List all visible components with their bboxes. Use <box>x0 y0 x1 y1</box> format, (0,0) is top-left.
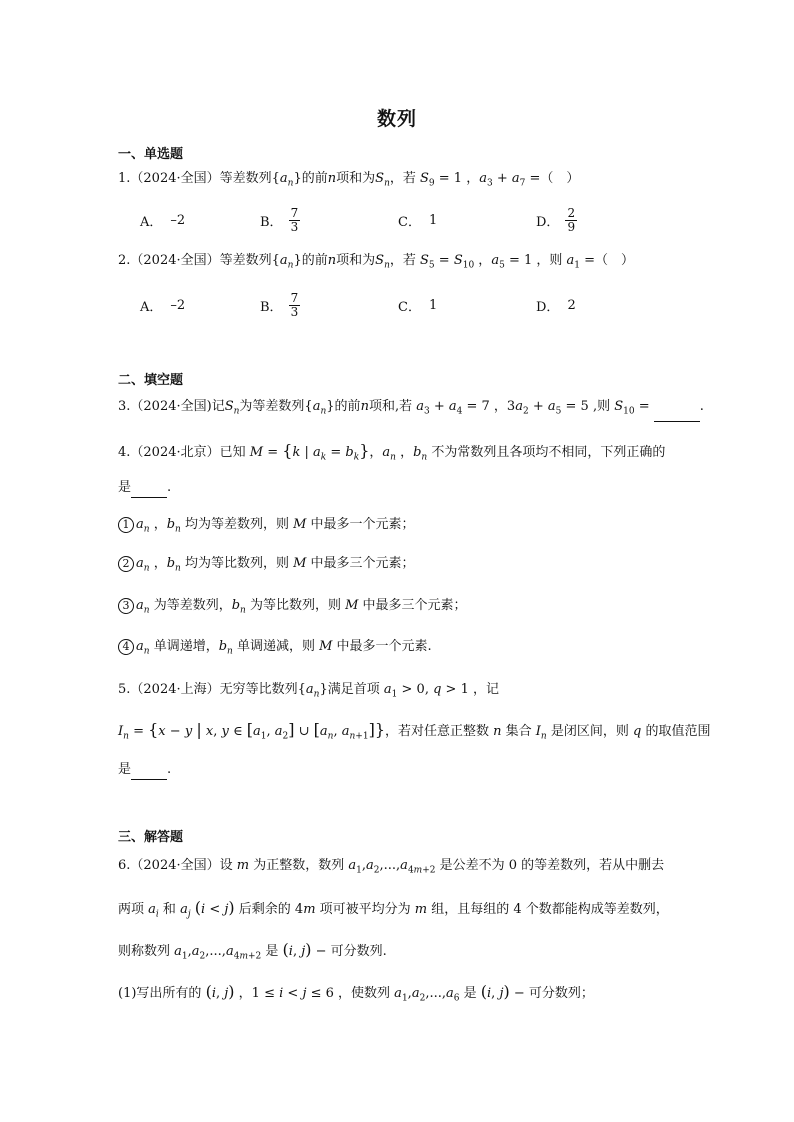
question-5-prefix: 5.（2024·上海）无穷等比数列 <box>118 682 298 697</box>
choice-d[interactable]: D． $\frac{2}{9}$ <box>536 205 576 234</box>
question-6-line-2: 两项 $a_i$ 和 $a_j$ (i < j) 后剩余的 4m 项可被平均分为 m 组，且每组的 4 个数都能构成等差数列， <box>118 898 669 920</box>
question-1: 1.（2024·全国）等差数列$\{a_n\}$的前n项和为$S_n$，若 $S_9 = 1$ ，$a_3 + a_7$ =（ ） <box>118 171 580 189</box>
question-3: 3.（2024·全国)记$S_n$为等差数列$\{a_n\}$的前n项和,若 $a_3 + a_4 = 7$ ，$3a_2 + a_5 = 5$ ,则 $S_{10}$ = . <box>118 397 704 422</box>
answer-blank[interactable] <box>654 407 700 422</box>
document-title: 数列 <box>376 108 417 130</box>
question-2: 2.（2024·全国）等差数列$\{a_n\}$的前n项和为$S_n$，若 $S_5 = S_{10}$ ，$a_5 = 1$ ，则 $a_1$ =（ ） <box>118 253 635 271</box>
question-4-option-3: 3 $a_n$ 为等差数列，$b_n$ 为等比数列，则 M 中最多三个元素； <box>118 596 467 621</box>
circled-number-4: 4 <box>118 639 134 655</box>
question-4-line-2: 是 . <box>118 478 171 498</box>
question-4: 4.（2024·北京）已知 M = {k | $a_k = b_k$}，$a_n$ ，$b_n$ 不为常数列且各项均不相同，下列正确的 <box>118 441 666 463</box>
question-1-choices <box>140 205 700 235</box>
circled-number-1: 1 <box>118 517 134 533</box>
circled-number-2: 2 <box>118 556 134 572</box>
choice-a[interactable]: A． –2 <box>140 212 186 230</box>
question-2-choices <box>140 290 700 320</box>
choice-c[interactable]: C． 1 <box>398 212 438 230</box>
question-6: 6.（2024·全国）设 m 为正整数，数列 $a_1,a_2,...,a_{4m+2}$ 是公差不为 0 的等差数列，若从中删去 <box>118 858 665 876</box>
choice-a[interactable]: A． –2 <box>140 297 186 315</box>
choice-d[interactable]: D． 2 <box>536 297 576 315</box>
choice-c[interactable]: C． 1 <box>398 297 438 315</box>
answer-blank[interactable] <box>131 765 167 780</box>
question-1-prefix: 1.（2024·全国）等差数列 <box>118 171 272 186</box>
question-6-part-1: (1)写出所有的 (i, j) ，1 ≤ i < j ≤ 6 ，使数列 $a_1,a_2,...,a_6$ 是 (i, j) − 可分数列； <box>118 982 594 1004</box>
section-answer: 三、解答题 <box>118 830 184 845</box>
circled-number-3: 3 <box>118 598 134 614</box>
question-2-prefix: 2.（2024·全国）等差数列 <box>118 253 272 268</box>
choice-b[interactable]: B． $\frac{7}{3}$ <box>260 290 299 319</box>
answer-blank[interactable] <box>131 483 167 498</box>
question-6-line-3: 则称数列 $a_1,a_2,...,a_{4m+2}$ 是 (i, j) − 可分数列. <box>118 940 387 962</box>
choice-b[interactable]: B． $\frac{7}{3}$ <box>260 205 299 234</box>
fraction: $\frac{2}{9}$ <box>567 205 576 234</box>
question-5: 5.（2024·上海）无穷等比数列$\{a_n\}$满足首项 $a_1 > 0$, q > 1 ，记 <box>118 682 499 700</box>
section-single-choice: 一、单选题 <box>118 147 184 162</box>
question-4-option-1: 1 $a_n$ ，$b_n$ 均为等差数列，则 M 中最多一个元素； <box>118 515 415 540</box>
fraction: $\frac{7}{3}$ <box>290 290 299 319</box>
question-3-prefix: 3.（2024·全国)记 <box>118 399 225 414</box>
question-4-prefix: 4.（2024·北京）已知 <box>118 445 246 460</box>
question-4-option-4: 4 $a_n$ 单调递增，$b_n$ 单调递减，则 M 中最多一个元素. <box>118 637 432 662</box>
question-4-option-2: 2 $a_n$ ，$b_n$ 均为等比数列，则 M 中最多三个元素； <box>118 554 415 579</box>
question-5-line-3: 是 . <box>118 760 171 780</box>
question-6-prefix: 6.（2024·全国）设 <box>118 858 233 873</box>
fraction: $\frac{7}{3}$ <box>290 205 299 234</box>
section-fill-blank: 二、填空题 <box>118 373 184 388</box>
question-5-line-2: $I_n = \{x - y$ | x, y ∈ [$a_1$, $a_2$] ∪ [$a_n$, $a_{n+1}$]}，若对任意正整数 n 集合 $I_n$ 是闭区间，则 q 的取值范围 <box>118 720 711 742</box>
